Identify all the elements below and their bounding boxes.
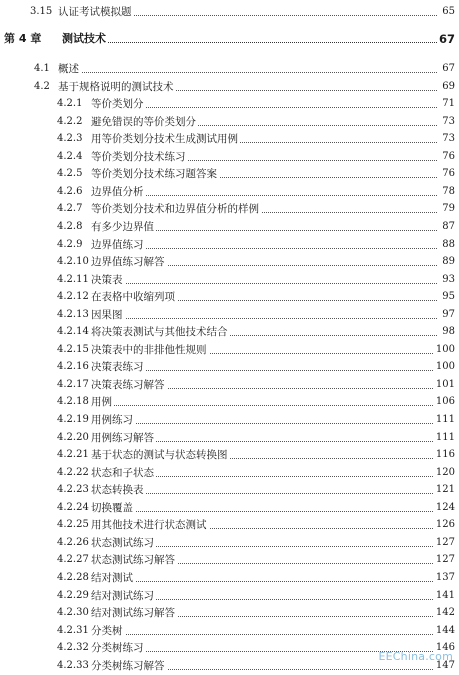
- toc-entry[interactable]: [0, 393, 459, 411]
- toc-entry[interactable]: [0, 288, 459, 306]
- toc-entry-title: 状态和子状态: [91, 464, 156, 482]
- toc-entry-number: 4.2.33: [57, 659, 89, 671]
- toc-entry-page-number: 141: [434, 587, 455, 605]
- toc-entry-title: 状态测试练习: [91, 534, 156, 552]
- dot-leader: [101, 248, 437, 249]
- toc-entry-number: 4.2.16: [57, 361, 89, 373]
- toc-entry[interactable]: [0, 271, 459, 289]
- toc-entry-number: 4.2.13: [57, 308, 89, 320]
- toc-entry-number: 4.2: [34, 80, 50, 92]
- toc-entry-number: 4.2.9: [57, 238, 83, 250]
- toc-entry-title: 等价类划分技术练习题答案: [91, 165, 219, 183]
- toc-entry-number: 4.2.15: [57, 343, 89, 355]
- toc-entry[interactable]: [0, 429, 459, 447]
- toc-entry-title: 有多少边界值: [91, 218, 156, 236]
- toc-entry[interactable]: [0, 165, 459, 183]
- dot-leader: [72, 42, 437, 43]
- toc-entry-page-number: 93: [440, 271, 455, 289]
- toc-entry[interactable]: [0, 30, 459, 48]
- toc-entry-page-number: 76: [440, 165, 455, 183]
- toc-entry-title: 分类树练习: [91, 639, 146, 657]
- toc-entry-number: 4.2.20: [57, 431, 89, 443]
- dot-leader: [101, 195, 437, 196]
- toc-entry-page-number: 88: [440, 236, 455, 254]
- toc-entry-number: 4.2.22: [57, 466, 89, 478]
- toc-entry-page-number: 87: [440, 218, 455, 236]
- dot-leader: [101, 493, 437, 494]
- toc-entry-title: 用例练习: [91, 411, 135, 429]
- toc-entry-title: 基于规格说明的测试技术: [58, 78, 176, 96]
- toc-entry-title: 等价类划分技术练习: [91, 148, 188, 166]
- toc-entry-title: 用例: [91, 393, 114, 411]
- toc-entry-title: 决策表练习解答: [91, 376, 167, 394]
- toc-entry-number: 4.2.14: [57, 326, 89, 338]
- toc-entry-number: 4.2.7: [57, 203, 83, 215]
- toc-entry-page-number: 127: [434, 551, 455, 569]
- toc-entry-page-number: 124: [434, 499, 455, 517]
- toc-entry-page-number: 142: [434, 604, 455, 622]
- toc-entry-number: 4.2.6: [57, 185, 83, 197]
- toc-entry-number: 4.2.11: [57, 273, 89, 285]
- toc-entry[interactable]: [0, 534, 459, 552]
- toc-entry-number: 4.2.3: [57, 133, 83, 145]
- toc-entry[interactable]: [0, 341, 459, 359]
- toc-entry[interactable]: [0, 499, 459, 517]
- toc-entry-page-number: 78: [440, 183, 455, 201]
- toc-entry[interactable]: [0, 622, 459, 640]
- toc-entry[interactable]: [0, 253, 459, 271]
- toc-entry-page-number: 111: [434, 411, 455, 429]
- dot-leader: [101, 318, 437, 319]
- toc-entry-title: 等价类划分: [91, 95, 146, 113]
- toc-entry-page-number: 121: [434, 481, 455, 499]
- toc-entry[interactable]: [0, 551, 459, 569]
- toc-entry-number: 4.2.32: [57, 642, 89, 654]
- toc-entry-page-number: 137: [434, 569, 455, 587]
- toc-entry[interactable]: [0, 411, 459, 429]
- toc-entry[interactable]: [0, 3, 459, 21]
- toc-entry-page-number: 73: [440, 130, 455, 148]
- toc-entry-title: 将决策表测试与其他技术结合: [91, 323, 230, 341]
- dot-leader: [68, 72, 437, 73]
- toc-entry-number: 4.2.10: [57, 256, 89, 268]
- toc-entry-title: 用其他技术进行状态测试: [91, 516, 209, 534]
- toc-entry-title: 边界值练习: [91, 236, 146, 254]
- toc-entry-title: 结对测试: [91, 569, 135, 587]
- watermark: EEChina.com: [378, 650, 453, 663]
- toc-entry-title: 等价类划分技术和边界值分析的样例: [91, 200, 261, 218]
- toc-entry-page-number: 71: [440, 95, 455, 113]
- dot-leader: [101, 634, 437, 635]
- toc-entry-page-number: 65: [440, 3, 455, 21]
- toc-entry-page-number: 89: [440, 253, 455, 271]
- toc-entry[interactable]: [0, 358, 459, 376]
- toc-entry-number: 4.2.29: [57, 589, 89, 601]
- toc-entry-number: 4.2.23: [57, 484, 89, 496]
- toc-entry-page-number: 147: [434, 657, 455, 675]
- toc-entry-number: 4.2.12: [57, 291, 89, 303]
- toc-entry[interactable]: [0, 130, 459, 148]
- toc-entry-page-number: 100: [434, 358, 455, 376]
- toc-entry[interactable]: [0, 587, 459, 605]
- toc-entry-page-number: 126: [434, 516, 455, 534]
- toc-entry-title: 分类树练习解答: [91, 657, 167, 675]
- toc-entry-page-number: 67: [438, 32, 455, 46]
- toc-entry-title: 状态测试练习解答: [91, 551, 177, 569]
- dot-leader: [101, 511, 437, 512]
- toc-entry-page-number: 98: [440, 323, 455, 341]
- toc-entry-title: 认证考试模拟题: [58, 3, 134, 21]
- toc-entry-title: 因果图: [91, 306, 125, 324]
- toc-entry-title: 边界值练习解答: [91, 253, 167, 271]
- dot-leader: [101, 423, 437, 424]
- toc-entry-number: 4.2.27: [57, 554, 89, 566]
- toc-entry-number: 3.15: [30, 6, 53, 17]
- dot-leader: [101, 283, 437, 284]
- toc-entry-title: 边界值分析: [91, 183, 146, 201]
- toc-entry[interactable]: [0, 60, 459, 78]
- toc-entry-title: 切换覆盖: [91, 499, 135, 517]
- toc-entry-title: 基于状态的测试与状态转换图: [91, 446, 230, 464]
- toc-entry-page-number: 69: [440, 78, 455, 96]
- toc-entry[interactable]: [0, 481, 459, 499]
- toc-entry-number: 4.2.8: [57, 220, 83, 232]
- toc-entry-title: 结对测试练习: [91, 587, 156, 605]
- toc-entry[interactable]: [0, 236, 459, 254]
- toc-entry-title: 测试技术: [62, 30, 108, 48]
- toc-entry-number: 4.2.30: [57, 607, 89, 619]
- toc-entry-number: 4.2.28: [57, 571, 89, 583]
- toc-entry-page-number: 106: [434, 393, 455, 411]
- toc-entry[interactable]: [0, 78, 459, 96]
- toc-entry[interactable]: [0, 376, 459, 394]
- toc-entry[interactable]: [0, 604, 459, 622]
- toc-entry-title: 用等价类划分技术生成测试用例: [91, 130, 240, 148]
- toc-entry-number: 4.2.4: [57, 150, 83, 162]
- toc-entry-page-number: 97: [440, 306, 455, 324]
- toc-entry-number: 4.2.1: [57, 98, 83, 110]
- dot-leader: [101, 581, 437, 582]
- toc-entry-number: 4.2.17: [57, 378, 89, 390]
- toc-entry-title: 分类树: [91, 622, 125, 640]
- toc-entry-page-number: 144: [434, 622, 455, 640]
- toc-entry-number: 4.2.21: [57, 449, 89, 461]
- toc-entry-title: 状态转换表: [91, 481, 146, 499]
- toc-entry[interactable]: [0, 183, 459, 201]
- dot-leader: [101, 370, 437, 371]
- toc-entry[interactable]: [0, 200, 459, 218]
- toc-entry-number: 4.2.18: [57, 396, 89, 408]
- dot-leader: [101, 405, 437, 406]
- toc-entry[interactable]: [0, 446, 459, 464]
- toc-entry[interactable]: [0, 95, 459, 113]
- toc-entry[interactable]: [0, 148, 459, 166]
- toc-entry-number: 4.2.25: [57, 519, 89, 531]
- toc-entry-page-number: 111: [434, 429, 455, 447]
- toc-entry-number: 4.2.31: [57, 624, 89, 636]
- toc-entry-page-number: 95: [440, 288, 455, 306]
- toc-entry-title: 决策表: [91, 271, 125, 289]
- toc-entry-number: 4.1: [34, 63, 50, 74]
- toc-entry-page-number: 100: [434, 341, 455, 359]
- toc-entry-title: 用例练习解答: [91, 429, 156, 447]
- toc-entry[interactable]: [0, 323, 459, 341]
- toc-entry-title: 概述: [58, 60, 81, 78]
- toc-entry-title: 在表格中收缩列项: [91, 288, 177, 306]
- toc-entry[interactable]: [0, 218, 459, 236]
- toc-entry-page-number: 120: [434, 464, 455, 482]
- toc-entry-page-number: 146: [434, 639, 455, 657]
- toc-entry[interactable]: [0, 516, 459, 534]
- toc-entry-page-number: 67: [440, 60, 455, 78]
- toc-entry-number: 第 4 章: [4, 32, 42, 45]
- toc-entry-page-number: 73: [440, 113, 455, 131]
- toc-entry-page-number: 79: [440, 200, 455, 218]
- toc-entry-number: 4.2.24: [57, 501, 89, 513]
- toc-entry-number: 4.2.5: [57, 168, 83, 180]
- toc-entry-page-number: 127: [434, 534, 455, 552]
- toc-entry[interactable]: [0, 306, 459, 324]
- toc-entry-title: 决策表练习: [91, 358, 146, 376]
- toc-entry-number: 4.2.2: [57, 115, 83, 127]
- toc-entry-page-number: 116: [434, 446, 455, 464]
- toc-entry-page-number: 76: [440, 148, 455, 166]
- toc-entry-page-number: 101: [434, 376, 455, 394]
- toc-entry-title: 决策表中的非排他性规则: [91, 341, 209, 359]
- toc-entry[interactable]: [0, 569, 459, 587]
- toc-entry[interactable]: [0, 113, 459, 131]
- toc-entry-title: 避免错误的等价类划分: [91, 113, 198, 131]
- dot-leader: [101, 107, 437, 108]
- toc-entry-title: 结对测试练习解答: [91, 604, 177, 622]
- toc-entry-number: 4.2.19: [57, 414, 89, 425]
- toc-entry[interactable]: [0, 464, 459, 482]
- toc-entry-number: 4.2.26: [57, 536, 89, 548]
